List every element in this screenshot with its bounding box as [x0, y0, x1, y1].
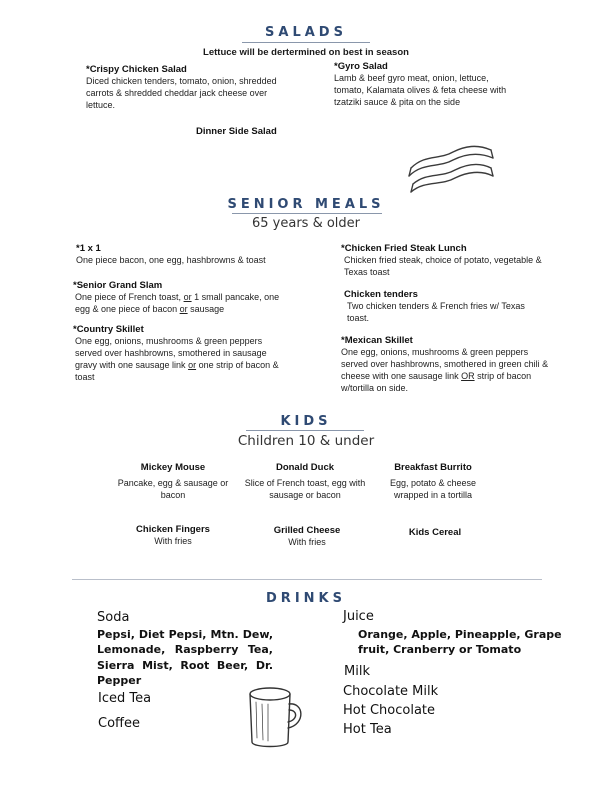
mug-icon [242, 682, 310, 754]
item-name: Chicken Fingers [136, 524, 210, 535]
kids-item-donald-duck [244, 462, 366, 501]
item-name: *Chicken Fried Steak Lunch [341, 243, 467, 254]
drink-iced-tea: Iced Tea [98, 691, 152, 706]
kids-item-breakfast-burrito [372, 462, 494, 501]
item-desc: Diced chicken tenders, tomato, onion, shredded carrots & shredded cheddar jack cheese over lettuce. [86, 76, 277, 111]
item-name: Chicken tenders [344, 289, 418, 300]
item-name: *Mexican Skillet [341, 335, 413, 346]
item-desc: Pancake, egg & sausage or bacon [117, 478, 229, 501]
kids-item-grilled-cheese [246, 525, 368, 548]
drink-coffee: Coffee [98, 716, 140, 731]
item-desc: With fries [154, 536, 192, 546]
senior-subtitle: 65 years & older [251, 216, 360, 231]
drinks-title: DRINKS [266, 591, 346, 606]
item-desc: One piece bacon, one egg, hashbrowns & toast [76, 255, 266, 265]
bacon-icon [405, 140, 497, 198]
item-name: *Country Skillet [73, 324, 144, 335]
senior-item-grand-slam [73, 280, 288, 315]
item-desc: Slice of French toast, egg with sausage or bacon [244, 478, 366, 501]
salads-note: Lettuce will be dertermined on best in season [203, 47, 409, 58]
senior-item-country-skillet [73, 324, 288, 384]
item-desc: One egg, onions, mushrooms & green peppers served over hashbrowns, smothered in sausage gravy with one sausage link or one strip of bacon & toast [75, 336, 279, 383]
salads-title: SALADS [265, 25, 347, 40]
kids-item-chicken-fingers [112, 524, 234, 547]
drink-hot-chocolate: Hot Chocolate [343, 703, 436, 718]
drink-hot-tea: Hot Tea [343, 722, 392, 737]
drink-soda-list: Pepsi, Diet Pepsi, Mtn. Dew, Lemonade, Raspberry Tea, Sierra Mist, Root Beer, Dr. Pepper [97, 628, 273, 688]
kids-item-mickey-mouse [112, 462, 234, 501]
item-name: Kids Cereal [408, 527, 462, 538]
item-name: Grilled Cheese [273, 525, 341, 536]
kids-title: KIDS [280, 414, 332, 429]
section-divider [72, 579, 542, 580]
salad-item-crispy-chicken [86, 64, 286, 111]
item-desc: With fries [288, 537, 326, 547]
item-name: *Senior Grand Slam [73, 280, 163, 291]
salad-item-gyro [334, 61, 519, 108]
kids-subtitle: Children 10 & under [237, 433, 375, 449]
drink-juice-list: Orange, Apple, Pineapple, Grape fruit, Cranberry or Tomato [358, 628, 562, 657]
item-name: Donald Duck [275, 462, 335, 473]
item-name: *Gyro Salad [334, 61, 388, 72]
senior-item-1x1 [76, 243, 291, 266]
drink-chocolate-milk: Chocolate Milk [343, 684, 439, 699]
item-desc: One egg, onions, mushrooms & green peppers served over hashbrowns, smothered in green chili & cheese with one sausage link OR strip of bacon w/tortilla on side. [341, 347, 549, 394]
item-name: *Crispy Chicken Salad [86, 64, 187, 75]
item-name: Mickey Mouse [140, 462, 206, 473]
salads-rule [242, 42, 370, 43]
item-name: Breakfast Burrito [394, 462, 472, 473]
senior-item-chicken-tenders [344, 289, 549, 324]
item-desc: Lamb & beef gyro meat, onion, lettuce, tomato, Kalamata olives & feta cheese with tzatziki sauce & pita on the side [334, 73, 507, 108]
drink-milk: Milk [344, 664, 370, 679]
drink-soda-label: Soda [97, 610, 130, 625]
kids-item-kids-cereal [374, 527, 496, 538]
salad-item-dinner-side: Dinner Side Salad [196, 126, 277, 137]
item-desc: Chicken fried steak, choice of potato, vegetable & Texas toast [344, 255, 542, 278]
item-desc: Two chicken tenders & French fries w/ Texas toast. [347, 301, 525, 324]
item-desc: Egg, potato & cheese wrapped in a tortilla [389, 478, 477, 501]
kids-rule [246, 430, 364, 431]
item-name: *1 x 1 [76, 243, 101, 254]
item-desc: One piece of French toast, or 1 small pancake, one egg & one piece of bacon or sausage [75, 292, 280, 315]
senior-item-chicken-fried-steak [341, 243, 556, 278]
senior-title: SENIOR MEALS [227, 197, 385, 212]
senior-rule [232, 213, 382, 214]
senior-item-mexican-skillet [341, 335, 556, 395]
drink-juice-label: Juice [343, 609, 374, 624]
